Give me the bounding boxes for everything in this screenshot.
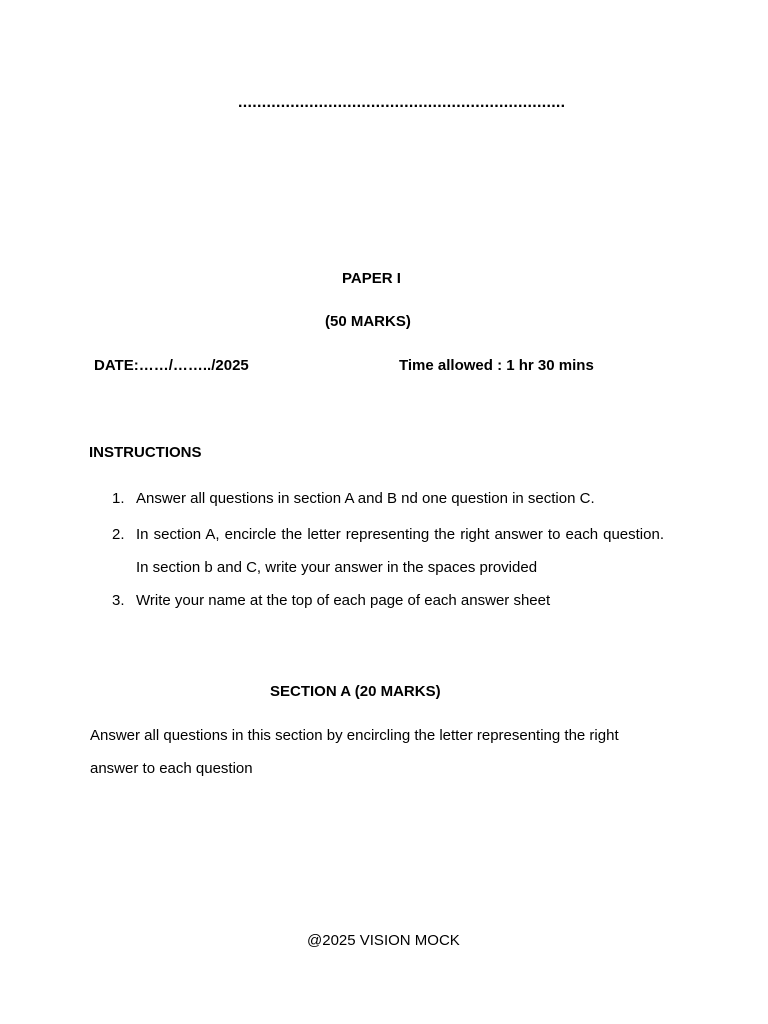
instruction-item bbox=[112, 590, 664, 612]
instruction-text: Write your name at the top of each page of each answer sheet bbox=[136, 592, 551, 609]
instruction-text: Answer all questions in section A and B nd one question in section C. bbox=[136, 490, 595, 507]
section-a-instruction: Answer all questions in this section by encircling the letter representing the right answer to each question bbox=[90, 727, 619, 777]
time-allowed: Time allowed : 1 hr 30 mins bbox=[399, 357, 594, 374]
section-a-heading: SECTION A (20 MARKS) bbox=[270, 683, 441, 700]
instruction-number: 1. bbox=[112, 490, 125, 507]
footer-text: @2025 VISION MOCK bbox=[307, 932, 460, 949]
instructions-list bbox=[112, 488, 664, 624]
instructions-heading: INSTRUCTIONS bbox=[89, 444, 202, 461]
instruction-item bbox=[112, 518, 664, 584]
instruction-item bbox=[112, 488, 664, 510]
exam-date: DATE:……/……../2025 bbox=[94, 357, 249, 374]
instruction-number: 3. bbox=[112, 592, 125, 609]
instruction-text: In section A, encircle the letter representing the right answer to each question. In section b and C, write your answer in the spaces provided bbox=[136, 526, 664, 576]
instruction-number: 2. bbox=[112, 526, 125, 543]
paper-title: PAPER I bbox=[342, 270, 401, 287]
name-dotted-line: ..................................................................... bbox=[238, 94, 566, 111]
total-marks: (50 MARKS) bbox=[325, 313, 411, 330]
